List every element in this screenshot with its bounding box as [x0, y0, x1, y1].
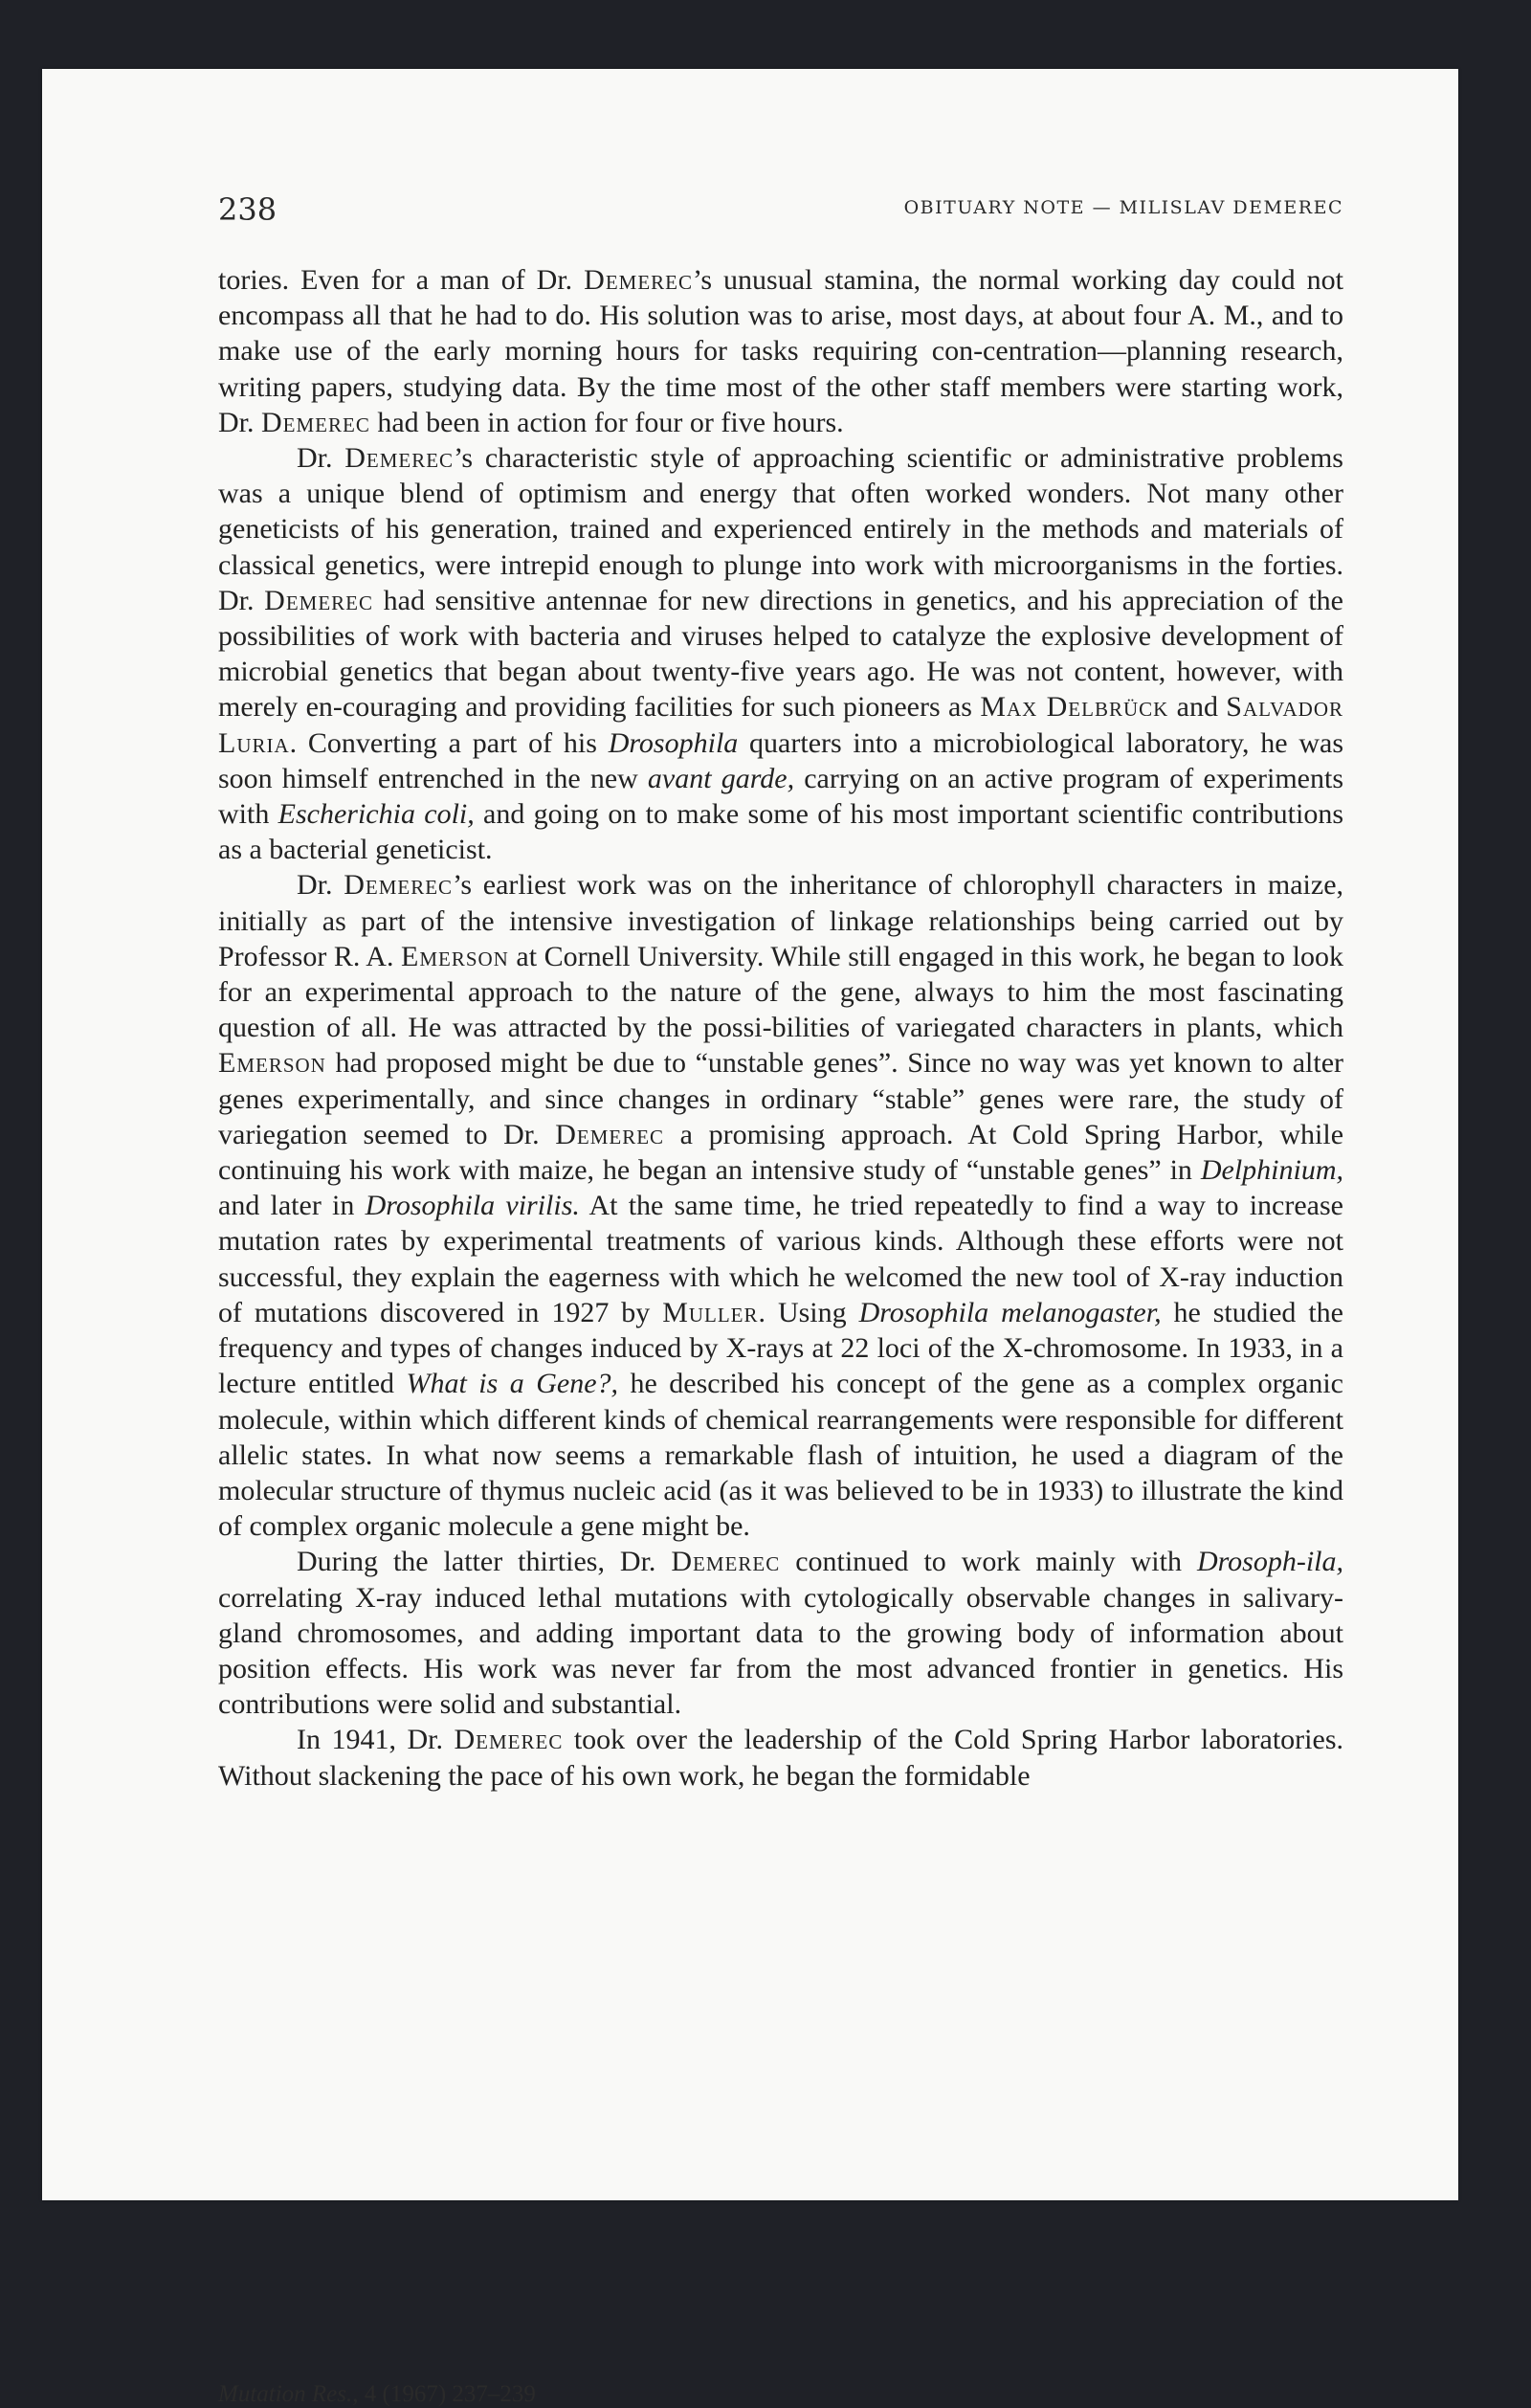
- text-run: carrying on an active program of experiments with: [218, 762, 1344, 831]
- italic-term: Drosophila: [608, 726, 739, 759]
- text-run: he described his concept of the gene as a complex organic molecule, within which different kinds of chemical rearrangements were responsible for different allelic states. In what now seems a remarkable flash of intuition, he used a diagram of the molecular structure of thymus nucleic acid (as it was believed to be in 1933) to illustrate the kind of complex organic molecule a gene might be.: [218, 1368, 1343, 1543]
- text-run: correlating X-ray induced lethal mutations with cytologically observable changes in salivary-gland chromosomes, and adding important data to the growing body of information about position effects. His work was never far from the most advanced frontier in genetics. His contributions were solid and substantial.: [218, 1581, 1343, 1721]
- paragraph-1: [218, 262, 1343, 440]
- name-demerec: Demerec: [555, 1118, 665, 1150]
- text-run: had sensitive antennae for new directions in genetics, and his appreciation of the possibilities of work with bacteria and viruses helped to catalyze the explosive development of microbial genetics that began about twenty-five years ago. He was not content, however, with merely en-couraging and providing facilities for such pioneers as: [218, 584, 1343, 724]
- name-muller: Muller: [662, 1296, 759, 1328]
- text-run: and going on to make some of his most important scientific contributions as a bacterial geneticist.: [218, 798, 1343, 866]
- name-emerson: Emerson: [401, 940, 509, 972]
- text-run: at Cornell University. While still engaged in this work, he began to look for an experimental approach to the nature of the gene, always to him the most fascinating question of all. He was attracted by the possi-bilities of variegated characters in plants, which: [218, 940, 1343, 1044]
- name-demerec: Demerec: [584, 264, 694, 296]
- name-luria: Salvador Luria: [218, 691, 1343, 759]
- article-body: [218, 262, 1343, 1794]
- text-run: had been in action for four or five hours.: [369, 406, 844, 438]
- page-header: [218, 191, 1343, 230]
- italic-term: Drosophila virilis.: [365, 1190, 580, 1222]
- journal-name: Mutation Res.,: [218, 2381, 359, 2407]
- text-run: In 1941, Dr.: [297, 1724, 455, 1756]
- italic-term: Drosophila melanogaster,: [858, 1296, 1162, 1328]
- running-title: OBITUARY NOTE — MILISLAV DEMEREC: [903, 197, 1343, 218]
- paragraph-5: [218, 1722, 1343, 1793]
- name-demerec: Demerec: [344, 869, 454, 902]
- paragraph-2: [218, 440, 1343, 867]
- text-run: and: [1168, 691, 1227, 724]
- text-run: Dr.: [297, 442, 345, 475]
- page-number: 238: [218, 191, 277, 228]
- name-demerec: Demerec: [671, 1546, 781, 1578]
- text-run: ’s earliest work was on the inheritance of chlorophyll characters in maize, initially as part of the intensive investigation of linkage relationships being carried out by Professor R. A.: [218, 869, 1344, 972]
- text-run: took over the leadership of the Cold Spring Harbor laboratories. Without slackening the pace of his own work, he began the formidable: [218, 1724, 1343, 1792]
- name-emerson: Emerson: [218, 1047, 326, 1080]
- text-run: During the latter thirties, Dr.: [297, 1546, 672, 1578]
- text-run: quarters into a microbiological laboratory, he was soon himself entrenched in the new: [218, 726, 1343, 794]
- text-run: tories. Even for a man of Dr.: [218, 264, 585, 296]
- text-run: . Using: [758, 1296, 859, 1328]
- text-run: continued to work mainly with: [780, 1546, 1197, 1578]
- text-run: had proposed might be due to “unstable genes”. Since no way was yet known to alter genes experimentally, and since changes in ordinary “stable” genes were rare, the study of variegation seemed to Dr.: [218, 1047, 1343, 1150]
- name-demerec: Demerec: [344, 442, 455, 475]
- text-run: ’s characteristic style of approaching scientific or administrative problems was a unique blend of optimism and energy that often worked wonders. Not many other geneticists of his generation, trained and experienced entirely in the methods and materials of classical genetics, were intrepid enough to plunge into work with microorganisms in the forties. Dr.: [218, 442, 1343, 616]
- italic-title: What is a Gene?,: [406, 1368, 619, 1400]
- italic-term: Delphinium,: [1200, 1154, 1343, 1187]
- text-run: a promising approach. At Cold Spring Harbor, while continuing his work with maize, he began an intensive study of “unstable genes” in: [218, 1118, 1344, 1187]
- text-run: Dr.: [297, 869, 344, 902]
- text-run: . Converting a part of his: [289, 726, 609, 759]
- paragraph-3: [218, 867, 1343, 1544]
- text-run: and later in: [218, 1190, 366, 1222]
- name-demerec: Demerec: [264, 584, 373, 616]
- name-demerec: Demerec: [261, 406, 370, 438]
- text-run: At the same time, he tried repeatedly to find a way to increase mutation rates by experimental treatments of various kinds. Although these efforts were not successful, they explain the eagerness with which he welcomed the new tool of X-ray induction of mutations discovered in 1927 by: [218, 1190, 1343, 1328]
- italic-term: avant garde,: [647, 762, 795, 794]
- text-run: he studied the frequency and types of changes induced by X-rays at 22 loci of the X-chromosome. In 1933, in a lecture entitled: [218, 1296, 1343, 1400]
- italic-term: Escherichia coli,: [277, 798, 475, 831]
- name-demerec: Demerec: [454, 1724, 564, 1756]
- journal-citation: 4 (1967) 237–239: [358, 2381, 536, 2407]
- text-run: ’s unusual stamina, the normal working day could not encompass all that he had to do. His solution was to arise, most days, at about four A. M., and to make use of the early morning hours for tasks requiring con-centration—planning research, writing papers, studying data. By the time most of the other staff members were starting work, Dr.: [218, 264, 1344, 438]
- paragraph-4: [218, 1544, 1343, 1722]
- name-delbruck: Max Delbrück: [980, 691, 1169, 724]
- italic-term: Drosoph-ila,: [1196, 1546, 1343, 1578]
- page-footer: [218, 2381, 536, 2408]
